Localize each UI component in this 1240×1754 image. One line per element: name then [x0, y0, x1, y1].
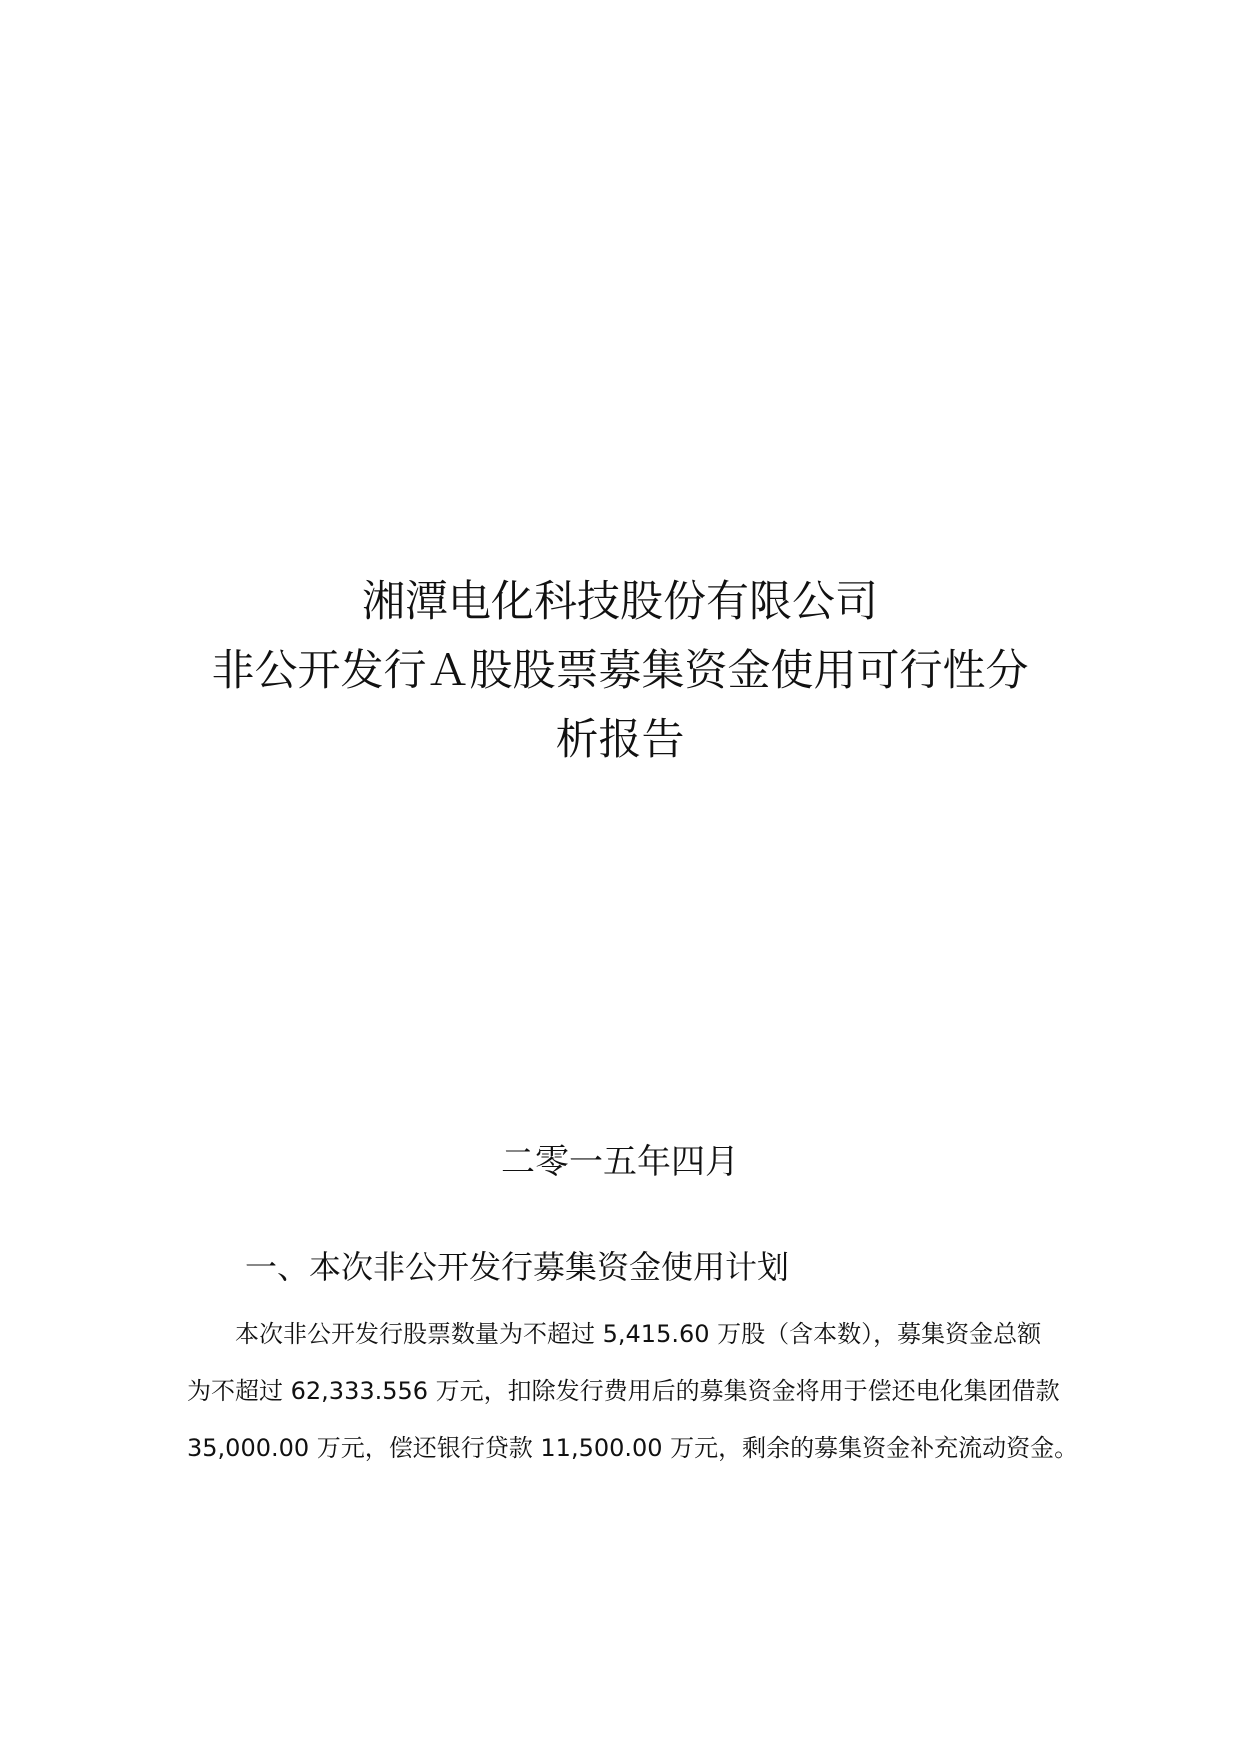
title-line-company: 湘潭电化科技股份有限公司 — [362, 577, 878, 627]
title-line-report: 非公开发行Ａ股股票募集资金使用可行性分 — [211, 646, 1029, 696]
title-line-report-continued: 析报告 — [555, 715, 685, 765]
section-heading: 一、本次非公开发行募集资金使用计划 — [245, 1248, 790, 1286]
section-paragraph — [187, 1306, 1079, 1477]
report-date: 二零一五年四月 — [501, 1142, 739, 1182]
paragraph-line: 35,000.00 万元，偿还银行贷款 11,500.00 万元，剩余的募集资金补充流动资金。 — [187, 1434, 1079, 1462]
paragraph-line: 本次非公开发行股票数量为不超过 5,415.60 万股（含本数），募集资金总额 — [235, 1320, 1042, 1348]
paragraph-line: 为不超过 62,333.556 万元，扣除发行费用后的募集资金将用于偿还电化集团借款 — [187, 1377, 1060, 1405]
report-title — [180, 568, 1060, 775]
